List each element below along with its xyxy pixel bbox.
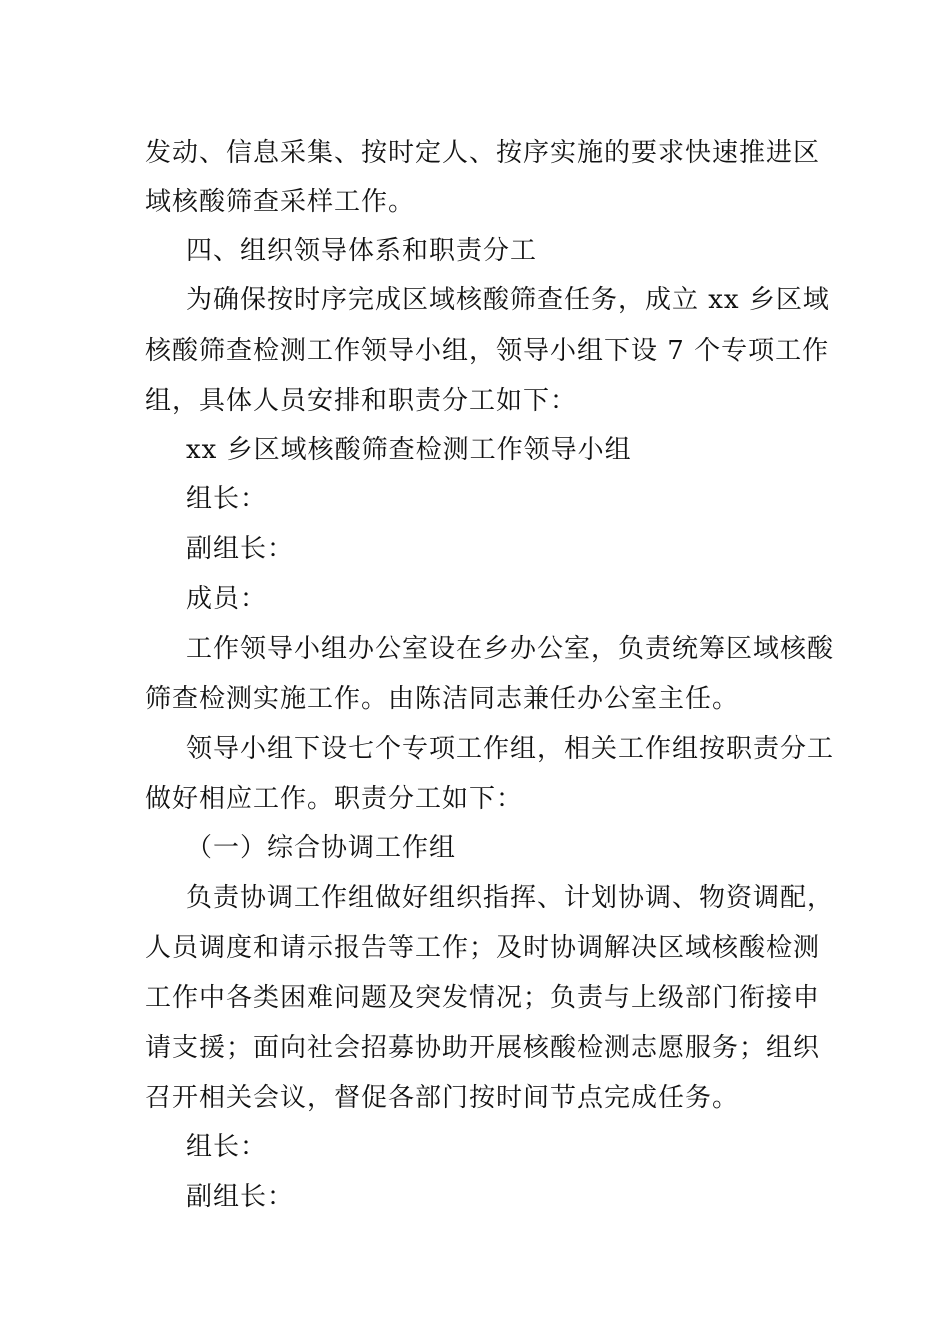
- paragraph-line: 负责协调工作组做好组织指挥、计划协调、物资调配，: [186, 883, 835, 913]
- paragraph-line: 工作中各类困难问题及突发情况；负责与上级部门衔接申: [145, 983, 821, 1013]
- section-heading: 四、组织领导体系和职责分工: [186, 236, 538, 266]
- paragraph-line: 筛查检测实施工作。由陈洁同志兼任办公室主任。: [145, 684, 740, 714]
- paragraph-line: 请支援；面向社会招募协助开展核酸检测志愿服务；组织: [145, 1033, 821, 1063]
- paragraph-line: 核酸筛查检测工作领导小组，领导小组下设 7 个专项工作: [145, 336, 830, 366]
- deputy-leader-label: 副组长：: [186, 534, 295, 564]
- paragraph-line: 领导小组下设七个专项工作组，相关工作组按职责分工: [186, 734, 835, 764]
- leader-label: 组长：: [186, 484, 268, 514]
- members-label: 成员：: [186, 584, 268, 614]
- paragraph-line: 工作领导小组办公室设在乡办公室，负责统筹区域核酸: [186, 634, 835, 664]
- paragraph-line: 人员调度和请示报告等工作；及时协调解决区域核酸检测: [145, 933, 821, 963]
- leader-label: 组长：: [186, 1132, 268, 1162]
- paragraph-line: 域核酸筛查采样工作。: [145, 187, 416, 217]
- paragraph-line: 做好相应工作。职责分工如下：: [145, 784, 524, 814]
- subsection-heading: （一）综合协调工作组: [186, 833, 457, 863]
- paragraph-line: 为确保按时序完成区域核酸筛查任务，成立 xx 乡区域: [186, 285, 830, 315]
- group-title: xx 乡区域核酸筛查检测工作领导小组: [186, 435, 632, 465]
- paragraph-line: 召开相关会议，督促各部门按时间节点完成任务。: [145, 1083, 740, 1113]
- deputy-leader-label: 副组长：: [186, 1182, 295, 1212]
- paragraph-line: 组，具体人员安排和职责分工如下：: [145, 386, 578, 416]
- paragraph-line: 发动、信息采集、按时定人、按序实施的要求快速推进区: [145, 138, 821, 168]
